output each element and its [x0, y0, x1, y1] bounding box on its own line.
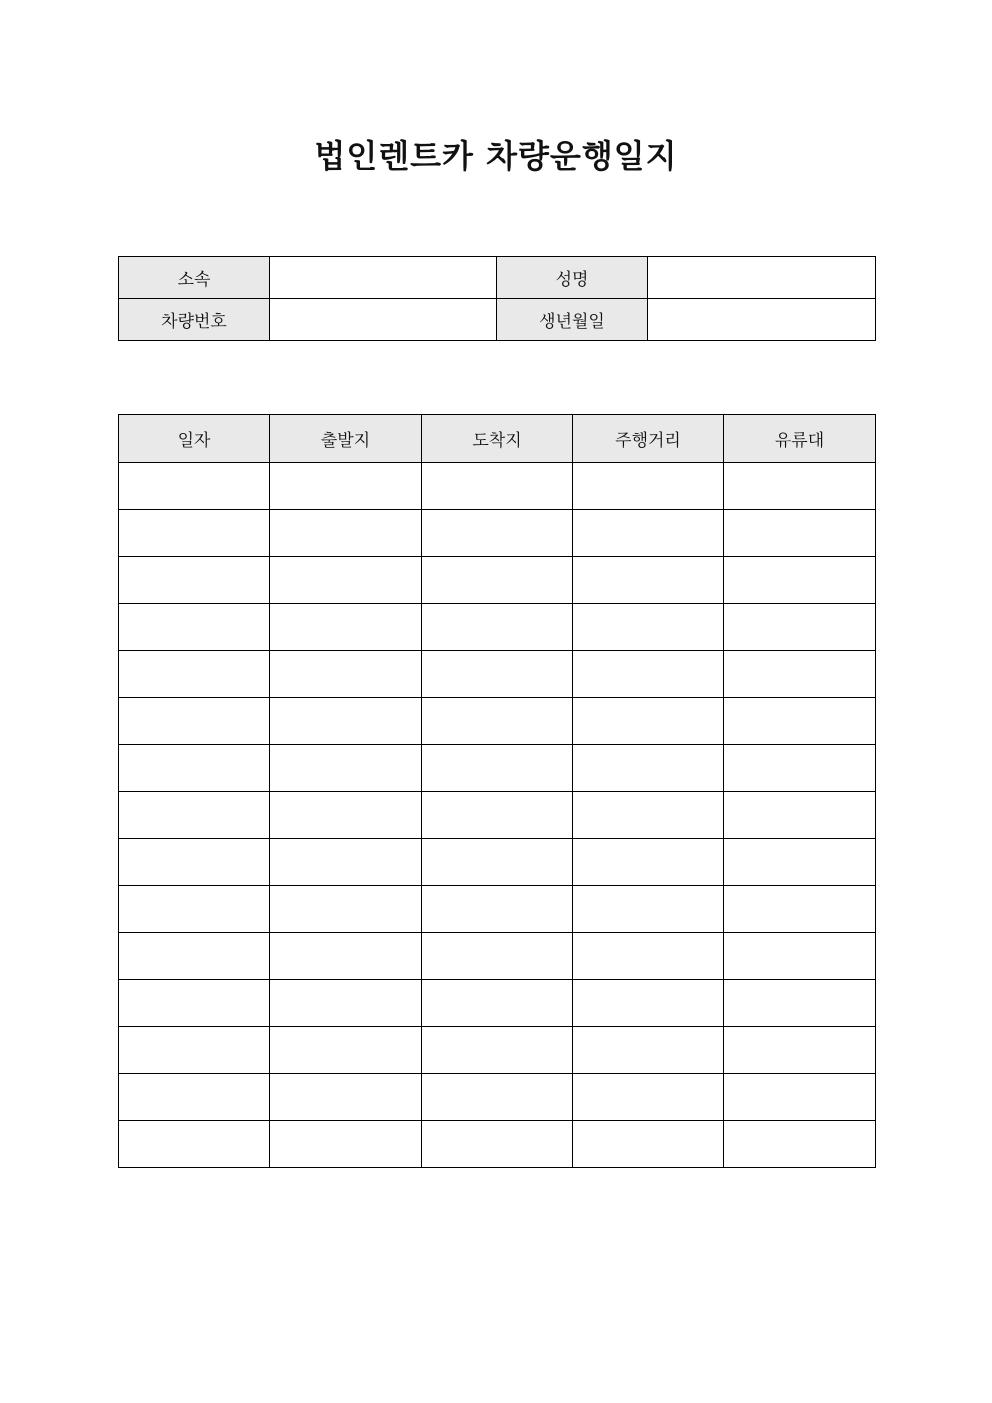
fuel-cost-cell[interactable] [724, 839, 876, 886]
affiliation-field[interactable] [270, 257, 497, 299]
date-cell[interactable] [119, 651, 270, 698]
date-cell[interactable] [119, 510, 270, 557]
fuel-cost-cell[interactable] [724, 698, 876, 745]
date-cell[interactable] [119, 1074, 270, 1121]
fuel-cost-cell[interactable] [724, 980, 876, 1027]
departure-cell[interactable] [270, 1121, 422, 1168]
departure-cell[interactable] [270, 651, 422, 698]
departure-cell[interactable] [270, 839, 422, 886]
arrival-cell[interactable] [422, 698, 573, 745]
departure-cell[interactable] [270, 510, 422, 557]
date-cell[interactable] [119, 792, 270, 839]
fuel-cost-cell[interactable] [724, 510, 876, 557]
table-row [119, 980, 876, 1027]
arrival-column-header: 도착지 [422, 415, 573, 463]
arrival-cell[interactable] [422, 1027, 573, 1074]
distance-column-header: 주행거리 [573, 415, 724, 463]
arrival-cell[interactable] [422, 1121, 573, 1168]
table-row [119, 604, 876, 651]
departure-cell[interactable] [270, 886, 422, 933]
vehicle-number-label: 차량번호 [119, 299, 270, 341]
table-row [119, 698, 876, 745]
date-cell[interactable] [119, 933, 270, 980]
table-row [119, 745, 876, 792]
info-row [119, 257, 876, 299]
date-cell[interactable] [119, 1027, 270, 1074]
date-cell[interactable] [119, 1121, 270, 1168]
date-cell[interactable] [119, 557, 270, 604]
vehicle-number-field[interactable] [270, 299, 497, 341]
page-title: 법인렌트카 차량운행일지 [314, 137, 678, 175]
distance-cell[interactable] [573, 463, 724, 510]
arrival-cell[interactable] [422, 510, 573, 557]
distance-cell[interactable] [573, 604, 724, 651]
date-column-header: 일자 [119, 415, 270, 463]
arrival-cell[interactable] [422, 839, 573, 886]
departure-column-header: 출발지 [270, 415, 422, 463]
departure-cell[interactable] [270, 933, 422, 980]
departure-cell[interactable] [270, 698, 422, 745]
arrival-cell[interactable] [422, 651, 573, 698]
fuel-cost-cell[interactable] [724, 651, 876, 698]
fuel-cost-cell[interactable] [724, 604, 876, 651]
date-cell[interactable] [119, 604, 270, 651]
table-row [119, 839, 876, 886]
date-cell[interactable] [119, 698, 270, 745]
table-row [119, 651, 876, 698]
fuel-cost-cell[interactable] [724, 1121, 876, 1168]
table-row [119, 886, 876, 933]
fuel-cost-cell[interactable] [724, 745, 876, 792]
date-cell[interactable] [119, 980, 270, 1027]
table-row [119, 1027, 876, 1074]
departure-cell[interactable] [270, 792, 422, 839]
date-cell[interactable] [119, 745, 270, 792]
departure-cell[interactable] [270, 557, 422, 604]
distance-cell[interactable] [573, 510, 724, 557]
departure-cell[interactable] [270, 1074, 422, 1121]
name-field[interactable] [648, 257, 876, 299]
distance-cell[interactable] [573, 698, 724, 745]
fuel-cost-cell[interactable] [724, 463, 876, 510]
arrival-cell[interactable] [422, 604, 573, 651]
arrival-cell[interactable] [422, 980, 573, 1027]
departure-cell[interactable] [270, 463, 422, 510]
distance-cell[interactable] [573, 745, 724, 792]
arrival-cell[interactable] [422, 745, 573, 792]
departure-cell[interactable] [270, 604, 422, 651]
fuel-cost-cell[interactable] [724, 792, 876, 839]
departure-cell[interactable] [270, 1027, 422, 1074]
table-row [119, 933, 876, 980]
arrival-cell[interactable] [422, 463, 573, 510]
fuel-cost-cell[interactable] [724, 1074, 876, 1121]
departure-cell[interactable] [270, 980, 422, 1027]
table-row [119, 463, 876, 510]
departure-cell[interactable] [270, 745, 422, 792]
table-row [119, 557, 876, 604]
fuel-cost-cell[interactable] [724, 557, 876, 604]
log-header-row [119, 415, 876, 463]
distance-cell[interactable] [573, 651, 724, 698]
log-body [119, 463, 876, 1168]
table-row [119, 510, 876, 557]
distance-cell[interactable] [573, 933, 724, 980]
date-cell[interactable] [119, 886, 270, 933]
driving-log-table [118, 414, 876, 1168]
birth-date-field[interactable] [648, 299, 876, 341]
date-cell[interactable] [119, 463, 270, 510]
fuel-cost-cell[interactable] [724, 1027, 876, 1074]
table-row [119, 1121, 876, 1168]
table-row [119, 1074, 876, 1121]
arrival-cell[interactable] [422, 557, 573, 604]
name-label: 성명 [497, 257, 648, 299]
table-row [119, 792, 876, 839]
birth-date-label: 생년월일 [497, 299, 648, 341]
arrival-cell[interactable] [422, 792, 573, 839]
distance-cell[interactable] [573, 1027, 724, 1074]
fuel-cost-cell[interactable] [724, 886, 876, 933]
distance-cell[interactable] [573, 1074, 724, 1121]
distance-cell[interactable] [573, 557, 724, 604]
info-row [119, 299, 876, 341]
fuel-cost-cell[interactable] [724, 933, 876, 980]
distance-cell[interactable] [573, 839, 724, 886]
driver-info-table [118, 256, 876, 341]
date-cell[interactable] [119, 839, 270, 886]
distance-cell[interactable] [573, 1121, 724, 1168]
distance-cell[interactable] [573, 980, 724, 1027]
distance-cell[interactable] [573, 886, 724, 933]
distance-cell[interactable] [573, 792, 724, 839]
arrival-cell[interactable] [422, 886, 573, 933]
arrival-cell[interactable] [422, 933, 573, 980]
fuel-cost-column-header: 유류대 [724, 415, 876, 463]
arrival-cell[interactable] [422, 1074, 573, 1121]
affiliation-label: 소속 [119, 257, 270, 299]
